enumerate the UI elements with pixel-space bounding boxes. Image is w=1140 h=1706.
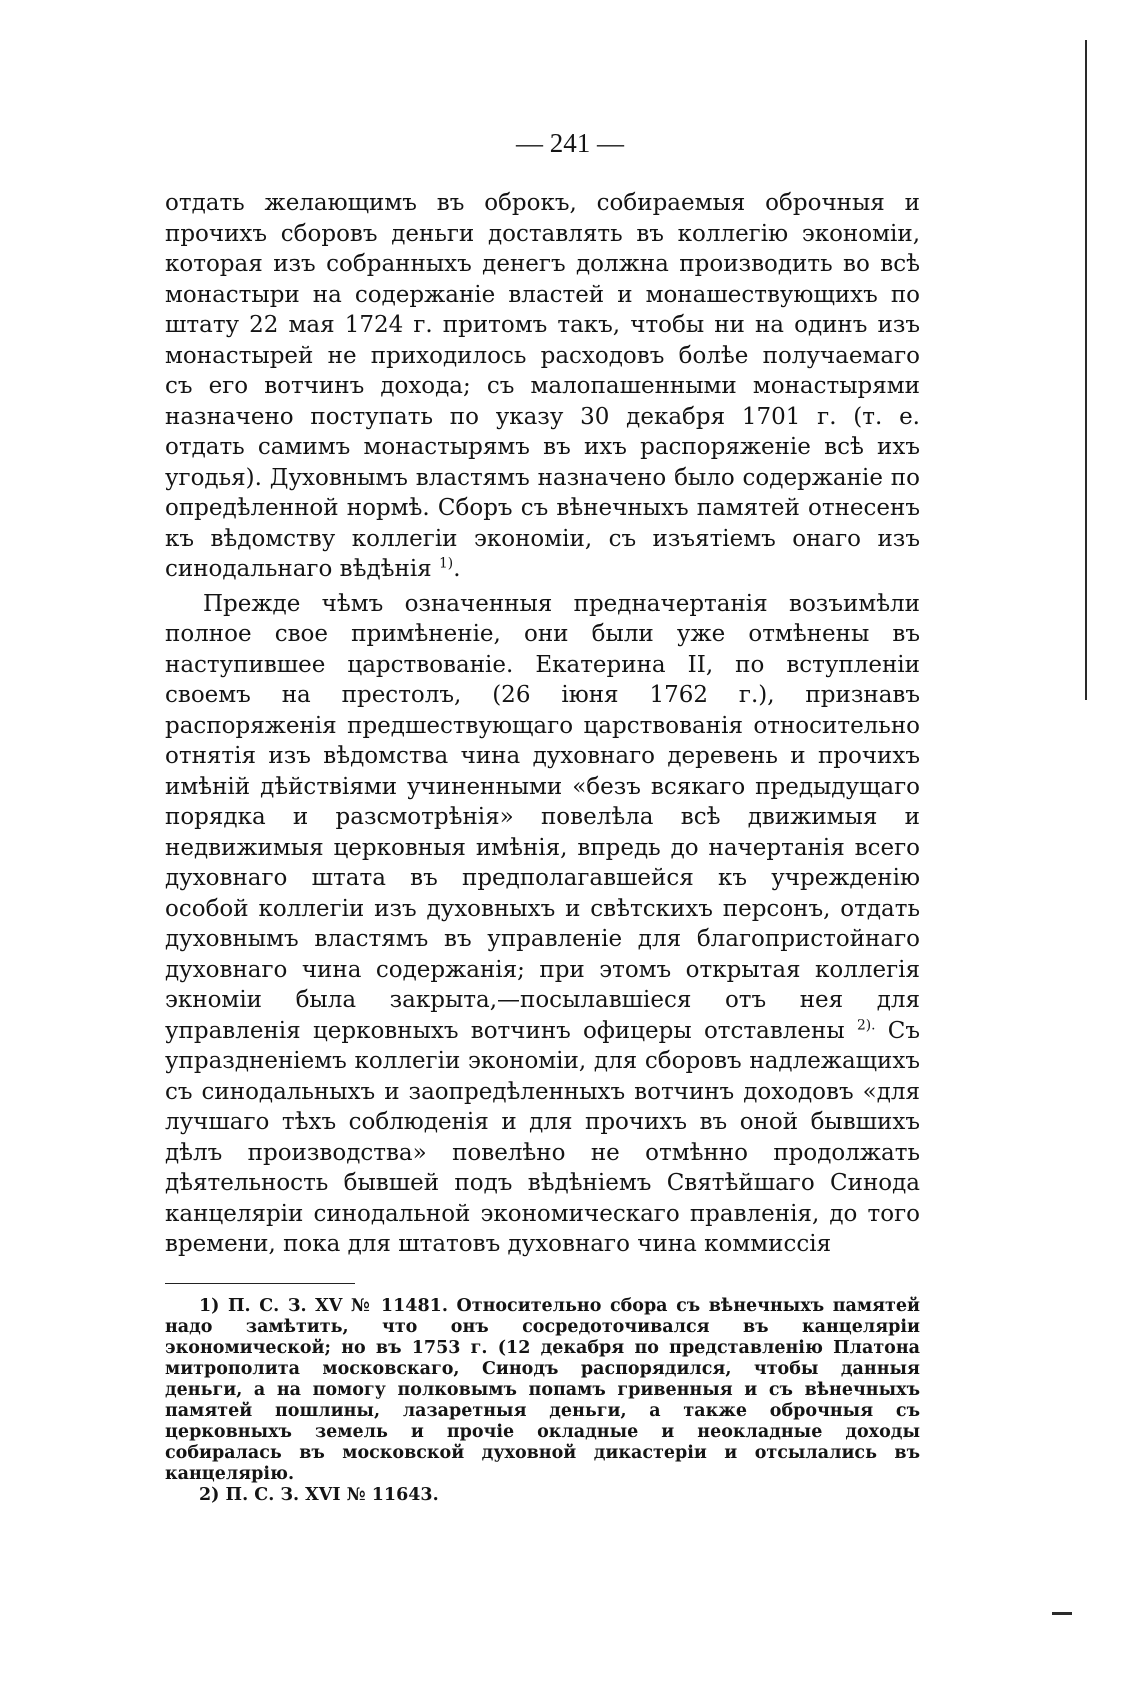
footnote: 1) П. С. З. XV № 11481. Относительно сбора съ вѣнечныхъ памятей надо замѣтить, что онъ сосредоточивался въ канцеляріи экономической; но въ 1753 г. (12 декабря по представленію Платона митрополита московскаго, Синодъ распорядился, чтобы данныя деньги, а на помогу полковымъ попамъ гривенныя и съ вѣнечныхъ памятей пошлины, лазаретныя деньги, а также оброчныя съ церковныхъ земель и прочіе окладные и неокладные доходы собиралась въ московской духовной дикастеріи и отсылались въ канцелярію. [165, 1296, 920, 1484]
scan-edge-mark [1052, 1612, 1072, 1615]
paragraph-text: Прежде чѣмъ означенныя предначертанія возъимѣли полное свое примѣненіе, они были уже отмѣнены въ наступившее царствованіе. Екатерина II, по вступленіи своемъ на престолъ, (26 іюня 1762 г.), признавъ распоряженія предшествующаго царствованія относительно отнятія изъ вѣдомства чина духовнаго деревень и прочихъ имѣній дѣйствіями учиненными «безъ всякаго предыдущаго порядка и разсмотрѣнія» повелѣла всѣ движимыя и недвижимыя церковныя имѣнія, впредь до начертанія всего духовнаго штата въ предполагавшейся къ учрежденію особой коллегіи изъ духовныхъ и свѣтскихъ персонъ, отдать духовнымъ властямъ въ управленіе для благопристойнаго духовнаго чина содержанія; при этомъ открытая коллегія экноміи была закрыта,—посылавшіеся отъ нея для управленія церковныхъ вотчинъ офицеры отставлены [165, 590, 920, 1044]
main-text [165, 188, 920, 1260]
footnote-ref: 2). [856, 1016, 876, 1033]
footnote-divider [165, 1283, 355, 1284]
paragraph: отдать желающимъ въ оброкъ, собираемыя оброчныя и прочихъ сборовъ деньги доставлять въ коллегію экономіи, которая изъ собранныхъ денегъ должна производить во всѣ монастыри на содержаніе властей и монашествующихъ по штату 22 мая 1724 г. притомъ такъ, чтобы ни на одинъ изъ монастырей не приходилось расходовъ болѣе получаемаго съ его вотчинъ дохода; съ малопашенными монастырями назначено поступать по указу 30 декабря 1701 г. (т. е. отдать самимъ монастырямъ въ ихъ распоряженіе всѣ ихъ угодья). Духовнымъ властямъ назначено было содержаніе по опредѣленной нормѣ. Сборъ съ вѣнечныхъ памятей отнесенъ къ вѣдомству коллегіи экономіи, съ изъятіемъ онаго изъ синодальнаго вѣдѣнія $^{1)}$. [165, 190, 920, 582]
paragraph-text: Съ упраздненіемъ коллегіи экономіи, для сборовъ надлежащихъ съ синодальныхъ и заопредѣленныхъ вотчинъ доходовъ «для лучшаго тѣхъ соблюденія и для прочихъ въ оной бывшихъ дѣлъ производства» повелѣно не отмѣнно продолжать дѣятельность бывшей подъ вѣдѣніемъ Святѣйшаго Синода канцеляріи синодальной экономическаго правленія, до того времени, пока для штатовъ духовнаго чина коммиссія [165, 1017, 920, 1257]
paragraph [165, 589, 920, 1260]
paragraph-text: отдать желающимъ въ оброкъ, собираемыя оброчныя и прочихъ сборовъ деньги доставлять въ коллегію экономіи, которая изъ собранныхъ денегъ должна производить во всѣ монастыри на содержаніе властей и монашествующихъ по штату 22 мая 1724 г. притомъ такъ, чтобы ни на одинъ изъ монастырей не приходилось расходовъ болѣе получаемаго съ его вотчинъ дохода; съ малопашенными монастырями назначено поступать по указу 30 декабря 1701 г. (т. е. отдать самимъ монастырямъ въ ихъ распоряженіе всѣ ихъ угодья). Духовнымъ властямъ назначено было содержаніе по опредѣленной нормѣ. Сборъ съ вѣнечныхъ памятей отнесенъ къ вѣдомству коллегіи экономіи, съ изъятіемъ онаго изъ синодальнаго вѣдѣнія [165, 190, 920, 582]
footnote-ref: 1) [439, 555, 454, 572]
footnotes [165, 1296, 920, 1506]
page-number: — 241 — [516, 128, 624, 158]
footnote: 2) П. С. З. XVI № 11643. [199, 1485, 439, 1505]
